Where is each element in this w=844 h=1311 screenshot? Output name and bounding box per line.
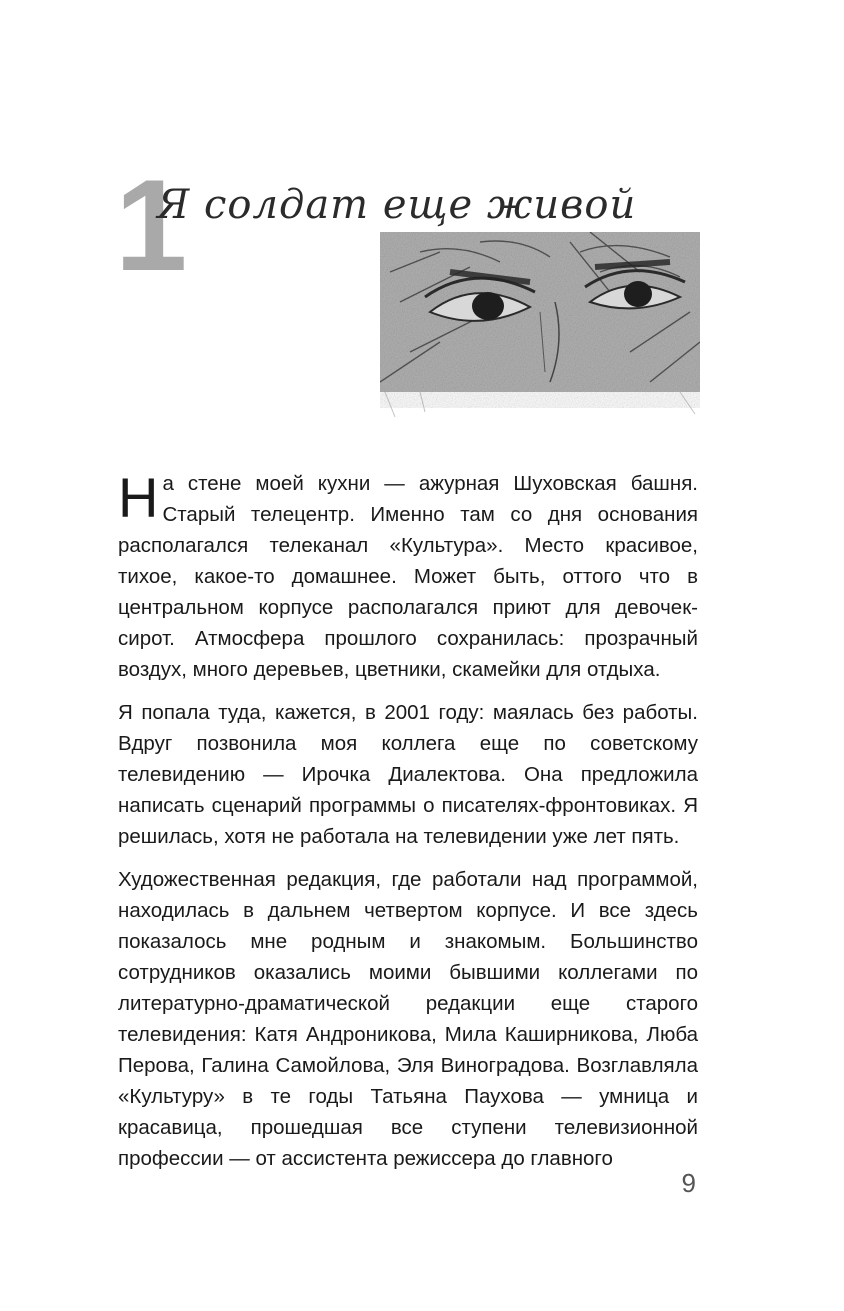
chapter-title: Я солдат еще живой (157, 182, 637, 228)
paragraph-2: Я попала туда, кажется, в 2001 году: маялась без работы. Вдруг позвонила моя коллега еще по советскому телевидению — Ирочка Диалектова. Она предложила написать сценарий программы о писателях-фронтовиках. Я решилась, хотя не работала на телевидении уже лет пять. (118, 701, 698, 848)
eyes-sketch-illustration (380, 232, 700, 420)
paragraph-3: Художественная редакция, где работали над программой, находилась в дальнем четвертом корпусе. И все здесь показалось мне родным и знакомым. Большинство сотрудников оказались моими бывшими коллегами по литературно-драматической редакции еще старого телевидения: Катя Андроникова, Мила Каширникова, Люба Перова, Галина Самойлова, Эля Виноградова. Возглавляла «Культуру» в те годы Татьяна Паухова — умница и красавица, прошедшая все ступени телевизионной профессии — от ассистента режиссера до главного (118, 868, 698, 1170)
chapter-number: 1 (115, 152, 188, 298)
chapter-header (115, 152, 715, 420)
page-number: 9 (681, 1168, 696, 1198)
paragraph-1-text: а стене моей кухни — ажурная Шуховская башня. Старый телецентр. Именно там со дня основания располагался телеканал «Культура». Место красивое, тихое, какое-то домашнее. Может быть, оттого что в центральном корпусе располагался приют для девочек-сирот. Атмосфера прошлого сохранилась: прозрачный воздух, много деревьев, цветники, скамейки для отдыха. (118, 472, 698, 681)
paragraph-1 (118, 468, 698, 685)
chapter-body-text (118, 468, 698, 1186)
drop-cap: Н (118, 466, 159, 529)
